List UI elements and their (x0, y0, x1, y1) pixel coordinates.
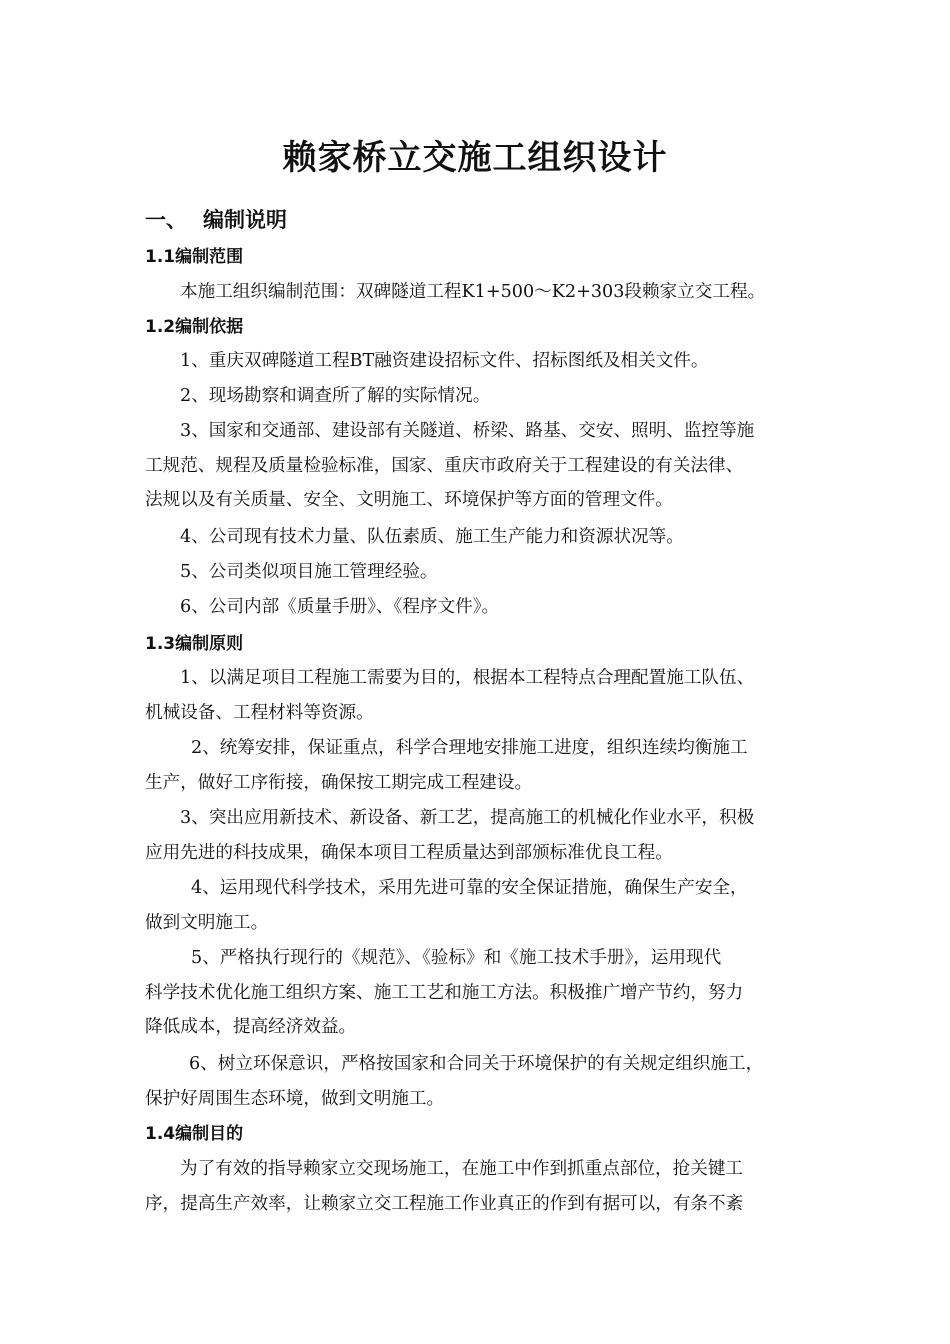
paragraph-line: 降低成本，提高经济效益。 (145, 1017, 357, 1037)
paragraph-principle-4 (145, 871, 825, 940)
paragraph-basis-2 (145, 379, 825, 414)
paragraph-line: 2、现场勘察和调查所了解的实际情况。 (180, 386, 491, 406)
paragraph-line: 序，提高生产效率，让赖家立交工程施工作业真正的作到有据可以，有条不紊 (145, 1193, 744, 1214)
paragraph-line: 机械设备、工程材料等资源。 (145, 702, 374, 723)
paragraph-line: 1、重庆双碑隧道工程BT融资建设招标文件、招标图纸及相关文件。 (180, 351, 709, 371)
subsection-heading-1-3: 1.3编制原则 (145, 634, 244, 654)
paragraph-basis-4 (145, 520, 825, 555)
paragraph-line: 4、公司现有技术力量、队伍素质、施工生产能力和资源状况等。 (180, 527, 684, 547)
paragraph-line: 3、国家和交通部、建设部有关隧道、桥梁、路基、交安、照明、监控等施 (180, 421, 755, 441)
paragraph-line: 法规以及有关质量、安全、文明施工、环境保护等方面的管理文件。 (145, 490, 673, 510)
paragraph-basis-6 (145, 590, 825, 625)
paragraph-principle-5 (145, 941, 825, 1045)
paragraph-basis-5 (145, 555, 825, 590)
subsection-heading-1-4: 1.4编制目的 (145, 1124, 244, 1144)
section-title: 编制说明 (203, 208, 287, 232)
paragraph-scope (145, 275, 825, 310)
paragraph-line: 本施工组织编制范围：双碑隧道工程K1+500～K2+303段赖家立交工程。 (180, 282, 766, 302)
paragraph-line: 工规范、规程及质量检验标准，国家、重庆市政府关于工程建设的有关法律、 (145, 455, 744, 476)
document-title: 赖家桥立交施工组织设计 (282, 138, 668, 178)
paragraph-line: 为了有效的指导赖家立交现场施工，在施工中作到抓重点部位，抢关键工 (180, 1159, 744, 1179)
subsection-heading-1-2: 1.2编制依据 (145, 317, 244, 337)
section-number: 一、 (145, 208, 187, 232)
paragraph-line: 应用先进的科技成果，确保本项目工程质量达到部颁标准优良工程。 (145, 842, 673, 863)
paragraph-principle-1 (145, 661, 825, 730)
paragraph-line: 3、突出应用新技术、新设备、新工艺，提高施工的机械化作业水平，积极 (180, 808, 755, 828)
paragraph-basis-1 (145, 344, 825, 379)
subsection-heading-1-1: 1.1编制范围 (145, 247, 244, 267)
paragraph-line: 生产，做好工序衔接，确保按工期完成工程建设。 (145, 772, 533, 793)
paragraph-basis-3 (145, 414, 825, 518)
paragraph-line: 4、运用现代科学技术，采用先进可靠的安全保证措施，确保生产安全， (191, 878, 748, 898)
paragraph-line: 5、严格执行现行的《规范》、《验标》和《施工技术手册》，运用现代 (191, 948, 722, 968)
paragraph-line: 5、公司类似项目施工管理经验。 (180, 562, 438, 582)
paragraph-line: 做到文明施工。 (145, 912, 269, 933)
paragraph-line: 科学技术优化施工组织方案、施工工艺和施工方法。积极推广增产节约，努力 (145, 982, 744, 1003)
paragraph-line: 2、统筹安排，保证重点，科学合理地安排施工进度，组织连续均衡施工 (191, 738, 748, 758)
paragraph-line: 6、树立环保意识，严格按国家和合同关于环境保护的有关规定组织施工， (189, 1054, 764, 1074)
paragraph-principle-6 (145, 1047, 825, 1116)
paragraph-principle-3 (145, 801, 825, 870)
paragraph-purpose (145, 1152, 825, 1221)
paragraph-line: 保护好周围生态环境，做到文明施工。 (145, 1088, 445, 1109)
paragraph-line: 1、以满足项目工程施工需要为目的，根据本工程特点合理配置施工队伍、 (180, 668, 755, 688)
paragraph-line: 6、公司内部《质量手册》、《程序文件》。 (180, 597, 500, 617)
section-heading-1 (145, 203, 287, 237)
paragraph-principle-2 (145, 731, 825, 800)
